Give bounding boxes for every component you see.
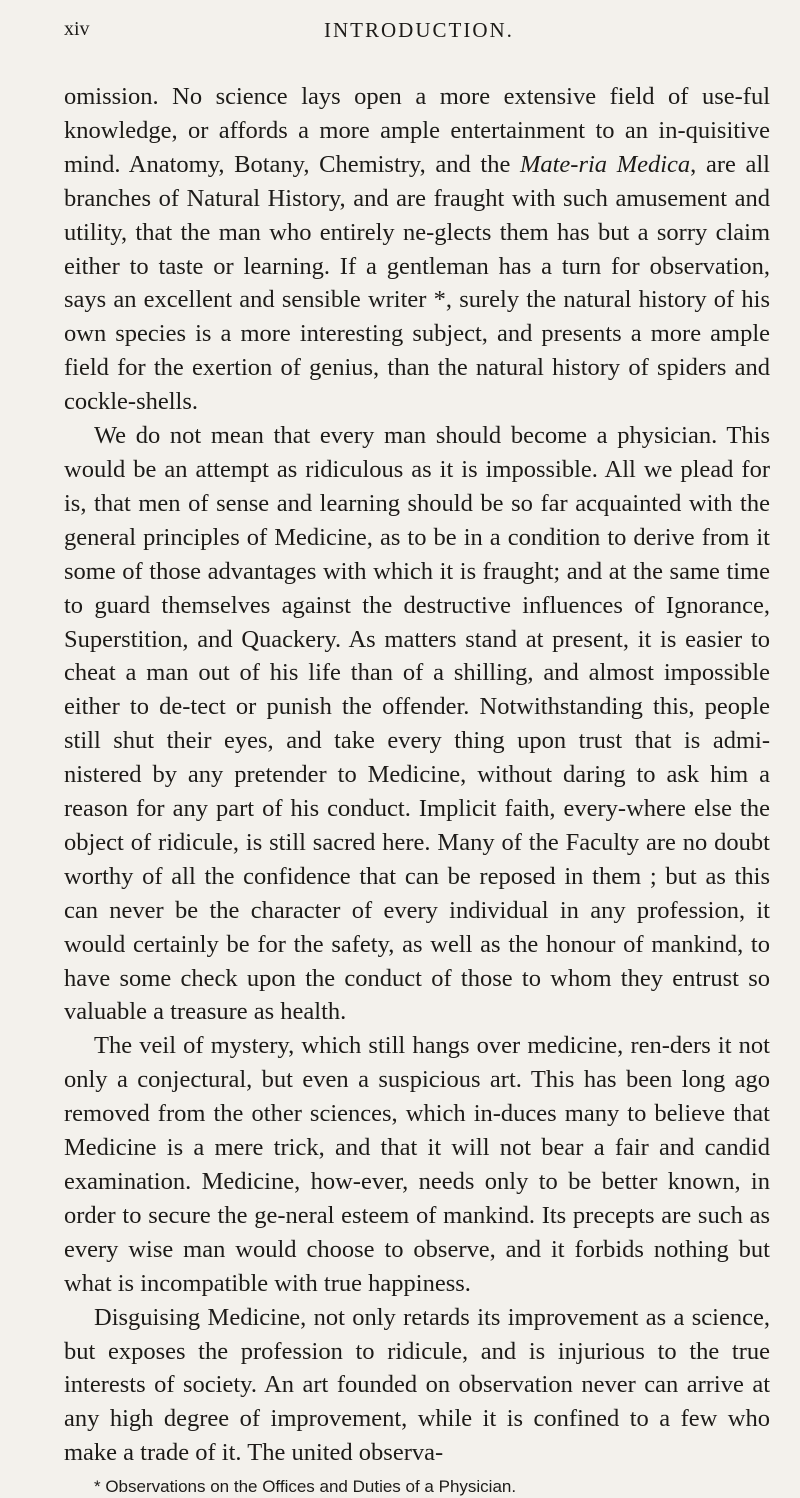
paragraph-veil-of-mystery: The veil of mystery, which still hangs over medicine, ren-ders it not only a conjectural, but even a suspicious art. This has been long ago removed from the other sciences, which in-duces many to believe that Medicine is a mere trick, and that it will not bear a fair and candid examination. Medicine, how-ever, needs only to be better known, in order to secure the ge-neral esteem of mankind. Its precepts are such as every wise man would choose to observe, and it forbids nothing but what is incompatible with true happiness.: [64, 1032, 770, 1297]
paragraph-text: omission. No science lays open a more extensive field of use-ful knowledge, or affords a more ample entertainment to an in-quisitive mind. Anatomy, Botany, Chemistry, and the: [64, 83, 770, 178]
italic-term: Mate-ria Medica: [519, 150, 691, 178]
page-number: xiv: [64, 18, 90, 40]
paragraph-omission: [64, 80, 770, 419]
paragraph-physician: We do not mean that every man should become a physician. This would be an attempt as ridiculous as it is impossible. All we plead for is, that men of sense and learning should be so far acquainted with the general principles of Medicine, as to be in a condition to derive from it some of those advantages with which it is fraught; and at the same time to guard themselves against the destructive influences of Ignorance, Superstition, and Quackery. As matters stand at present, it is easier to cheat a man out of his life than of a shilling, and almost impossible either to de-tect or punish the offender. Notwithstanding this, people still shut their eyes, and take every thing upon trust that is admi-nistered by any pretender to Medicine, without daring to ask him a reason for any part of his conduct. Implicit faith, every-where else the object of ridicule, is still sacred here. Many of the Faculty are no doubt worthy of all the confidence that can be reposed in them ; but as this can never be the character of every individual in any profession, it would certainly be for the safety, as well as the honour of mankind, to have some check upon the conduct of those to whom they entrust so valuable a treasure as health.: [64, 422, 770, 1026]
running-head: [64, 8, 770, 48]
body-text: [64, 80, 770, 1498]
footnote: * Observations on the Offices and Duties of a Physician.: [94, 1477, 517, 1497]
paragraph-text: , are all branches of Natural History, and are fraught with such amusement and utility, that the man who entirely ne-glects them has but a sorry claim either to taste or learning. If a gentleman has a turn for observation, says an excellent and sensible writer *, surely the natural history of his own species is a more interesting subject, and presents a more ample field for the exertion of genius, than the natural history of spiders and cockle-shells.: [64, 150, 770, 416]
running-title: INTRODUCTION.: [324, 18, 514, 42]
paragraph-disguising-medicine: Disguising Medicine, not only retards its improvement as a science, but exposes the profession to ridicule, and is injurious to the true interests of society. An art founded on observation never can arrive at any high degree of improvement, while it is confined to a few who make a trade of it. The united observa-: [64, 1303, 770, 1467]
